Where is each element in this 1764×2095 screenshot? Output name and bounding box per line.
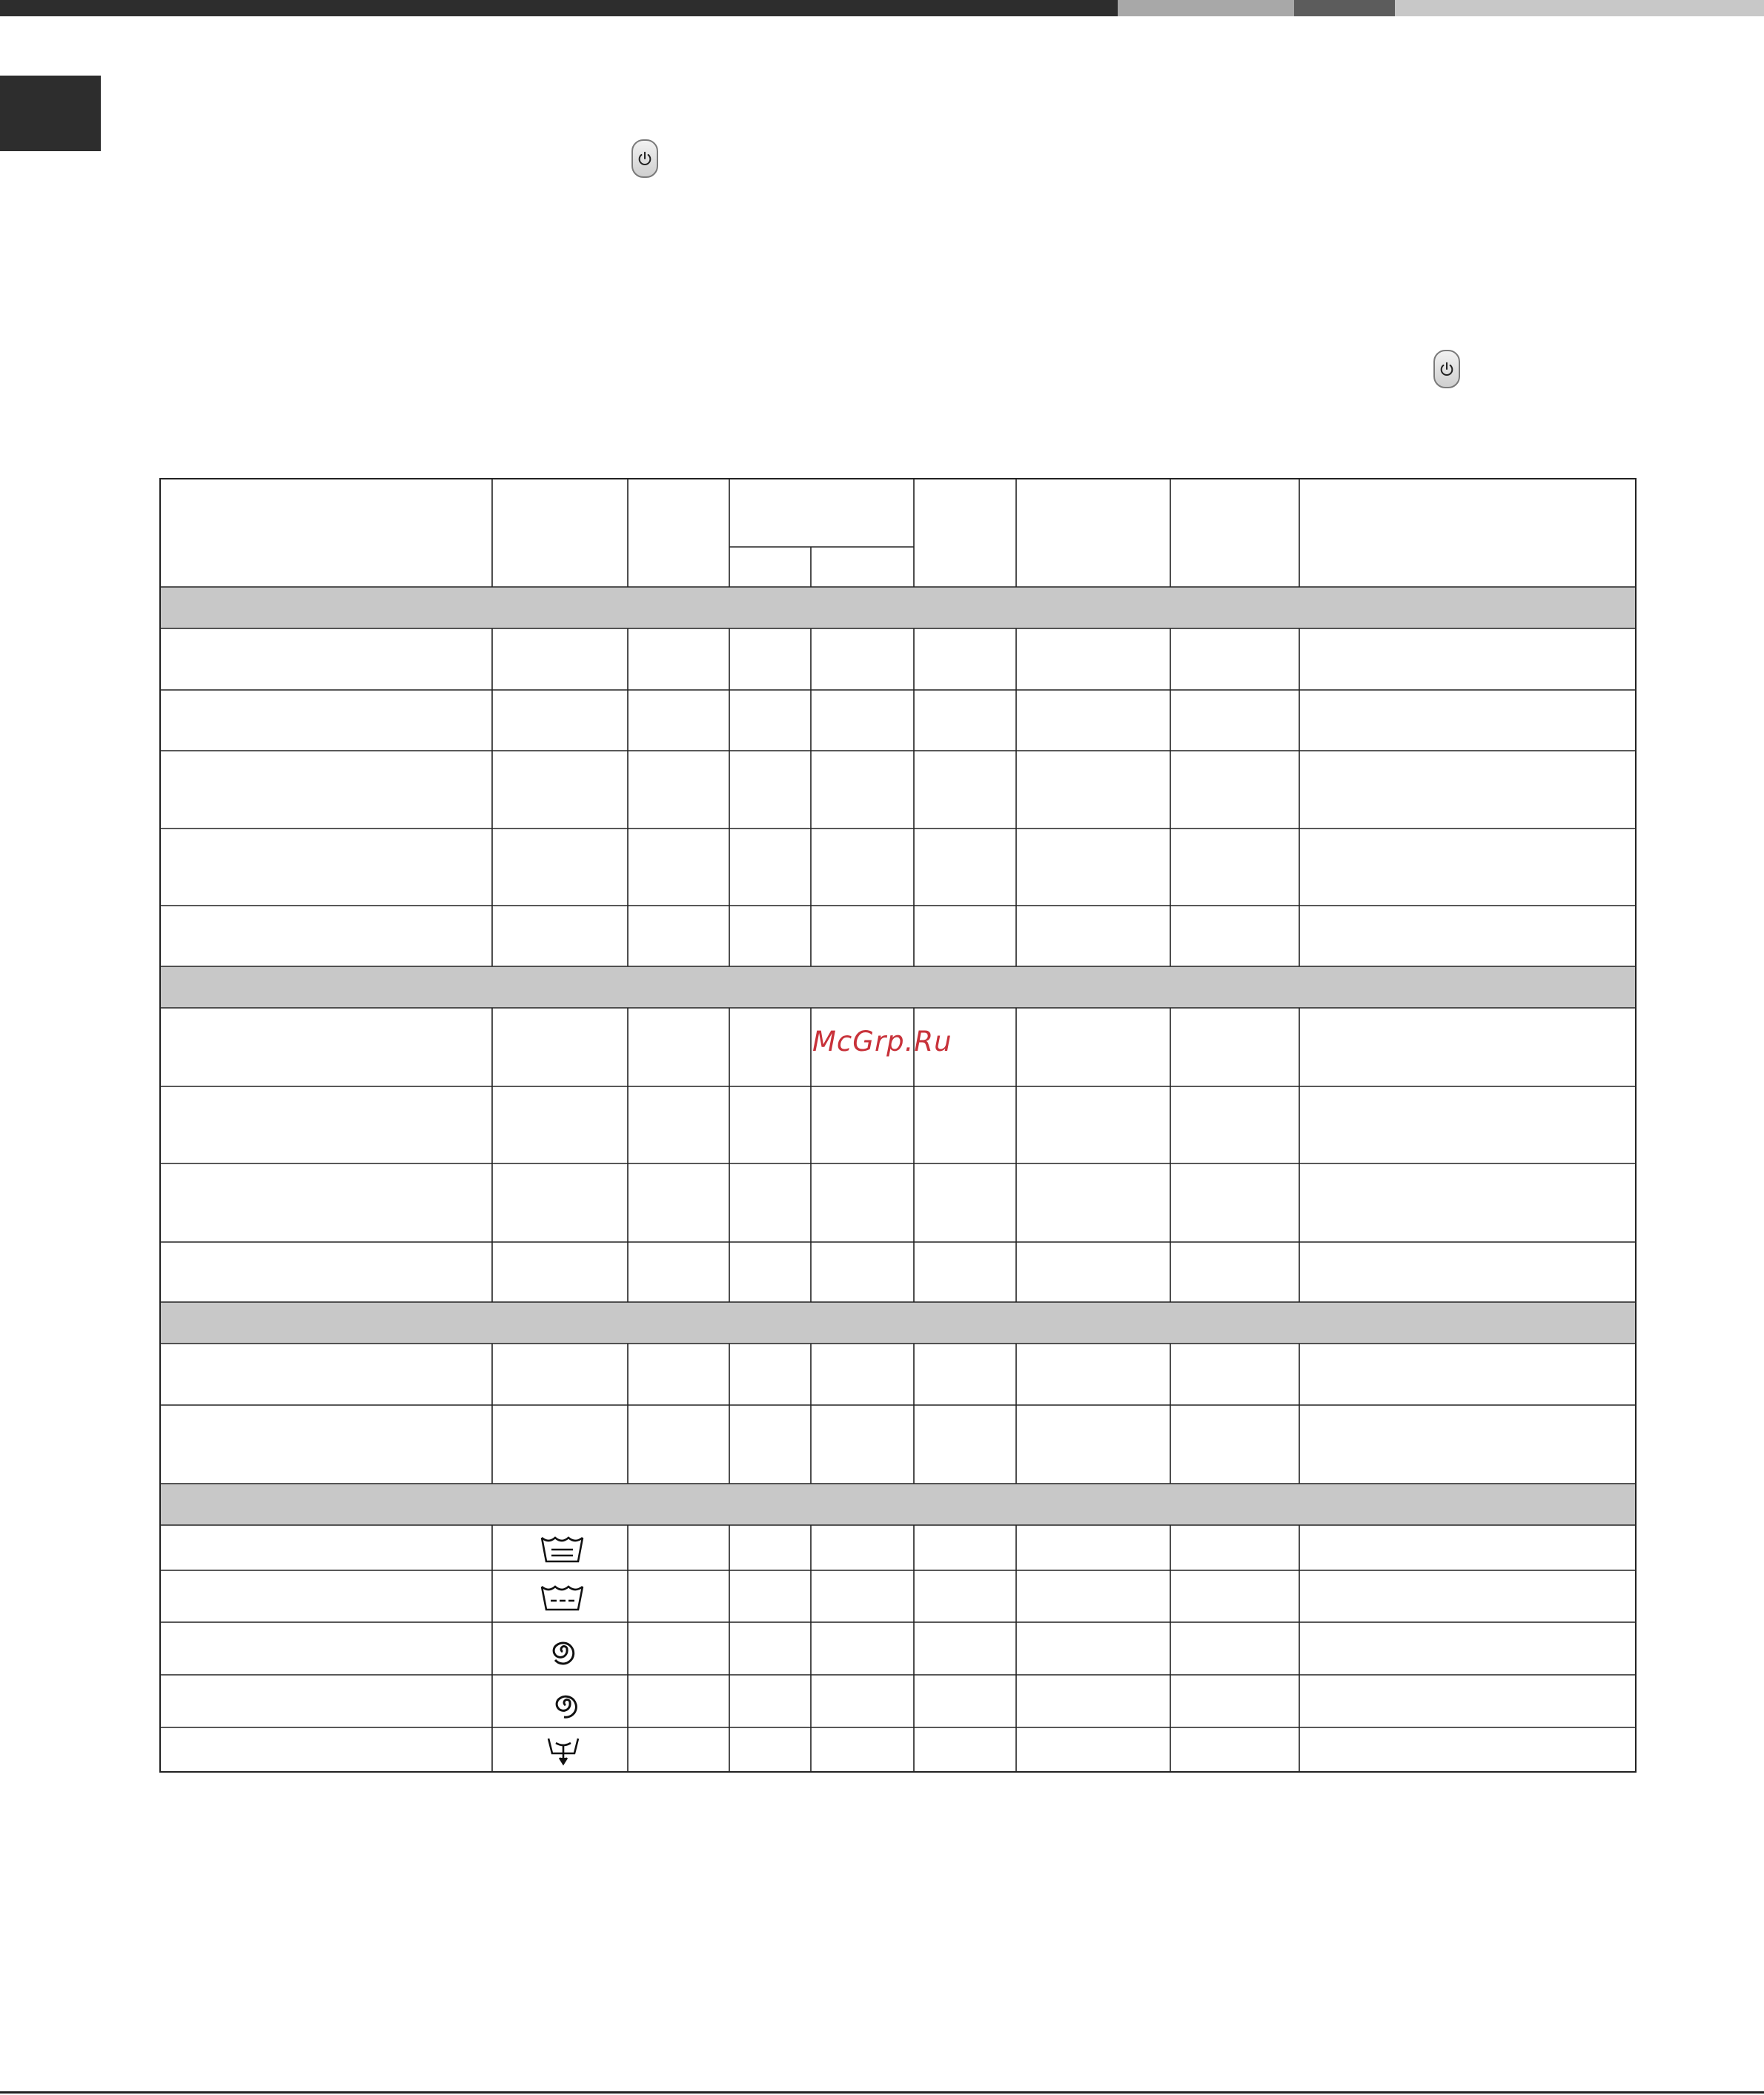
table-header (492, 479, 1299, 587)
drain-icon (548, 1739, 578, 1764)
table-column-lines (492, 628, 1299, 1772)
table-section-row-2 (160, 966, 1636, 1008)
watermark: McGrp.Ru (812, 1026, 952, 1058)
spin-delicate-icon (557, 1696, 576, 1717)
table-row-lines (160, 587, 1636, 1727)
footer-line (0, 2091, 1764, 2094)
wash-tub-delicate-icon (542, 1587, 583, 1610)
spin-icon (554, 1643, 574, 1664)
wash-tub-wool-icon (542, 1538, 583, 1561)
table-section-row-3 (160, 1302, 1636, 1344)
table-section-row-1 (160, 587, 1636, 628)
table-border (160, 479, 1636, 1772)
table-section-row-4 (160, 1484, 1636, 1525)
